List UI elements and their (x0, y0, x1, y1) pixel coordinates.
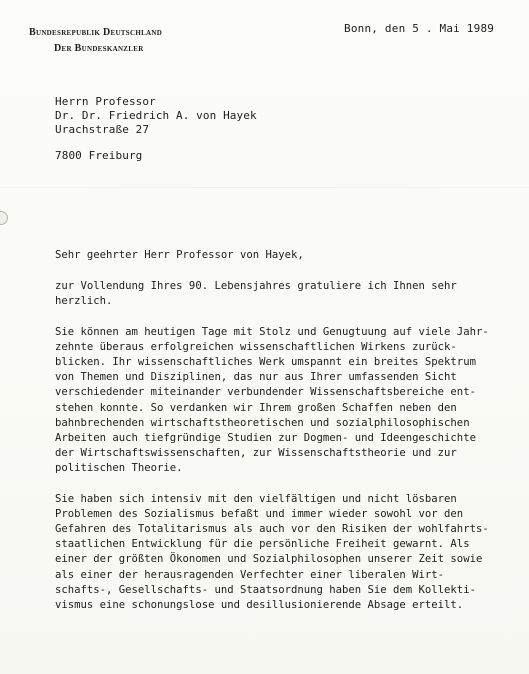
letterhead (29, 25, 162, 57)
recipient-title: Herrn Professor (55, 95, 156, 108)
recipient-name: Dr. Dr. Friedrich A. von Hayek (55, 109, 257, 122)
text-line: blicken. Ihr wissenschaftliches Werk umspannt ein breites Spektrum (55, 356, 476, 369)
text-line: Sie können am heutigen Tage mit Stolz und Genugtuung auf viele Jahr- (55, 325, 489, 338)
letter-body (55, 248, 495, 628)
text-line: vismus eine schonungslose und desillusionierende Absage erteilt. (55, 599, 464, 612)
letterhead-office: Der Bundeskanzler (54, 43, 144, 54)
salutation: Sehr geehrter Herr Professor von Hayek, (55, 249, 304, 261)
letterhead-country: Bundesrepublik Deutschland (29, 27, 163, 38)
text-line: von Themen und Disziplinen, das nur aus Ihrer umfassenden Sicht (55, 371, 457, 384)
text-line: der Wirtschaftswissenschaften, zur Wissenschaftstheorie und zur (55, 447, 457, 460)
text-line: stehen konnte. So verdanken wir Ihrem großen Schaffen neben den (55, 401, 457, 414)
recipient-city: 7800 Freiburg (55, 149, 143, 162)
text-line: zehnte überaus erfolgreichen wissenschaftlichen Wirkens zurück- (55, 340, 457, 353)
text-line: bahnbrechenden wirtschaftstheoretischen und sozialphilosophischen (55, 416, 470, 429)
text-line: einer der größten Ökonomen und Sozialphilosophen unserer Zeit sowie (55, 553, 483, 566)
punch-hole (0, 211, 8, 225)
recipient-address (55, 95, 257, 163)
recipient-street: Urachstraße 27 (55, 123, 150, 136)
text-line: Gefahren des Totalitarismus als auch vor den Risiken der wohlfahrts- (55, 523, 489, 536)
text-line: verschiedender miteinander verbundender Wissenschaftsbereiche ent- (55, 386, 476, 399)
text-line: politischen Theorie. (55, 462, 183, 475)
text-line: staatlichen Entwicklung für die persönliche Freiheit gewarnt. Als (55, 538, 470, 551)
text-line: Problemen des Sozialismus befaßt und immer wieder sowohl vor den (55, 507, 464, 520)
text-line: Sie haben sich intensiv mit den vielfältigen und nicht lösbaren (55, 492, 457, 505)
text-line: zur Vollendung Ihres 90. Lebensjahres gratuliere ich Ihnen sehr (55, 280, 457, 293)
text-line: als einer der herausragenden Verfechter einer liberalen Wirt- (55, 568, 445, 581)
fold-line (0, 187, 529, 188)
text-line: herzlich. (55, 295, 113, 308)
text-line: Arbeiten auch tiefgründige Studien zur Dogmen- und Ideengeschichte (55, 432, 476, 445)
letter-date: Bonn, den 5 . Mai 1989 (344, 22, 495, 35)
text-line: schafts-, Gesellschafts- und Staatsordnung haben Sie dem Kollekti- (55, 583, 476, 596)
